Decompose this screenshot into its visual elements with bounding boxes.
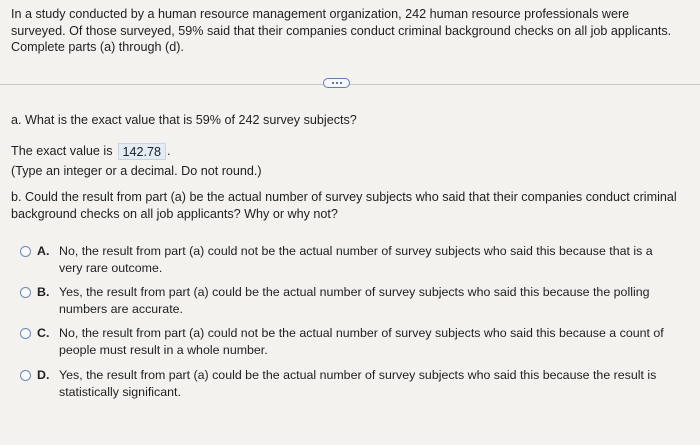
option-letter: A. (37, 244, 50, 258)
problem-line: surveyed. Of those surveyed, 59% said that their companies conduct criminal background checks on all job applicants. (11, 23, 672, 38)
option-letter: B. (37, 285, 50, 299)
radio-button-c[interactable] (20, 328, 31, 339)
option-d[interactable] (20, 367, 692, 400)
problem-statement (11, 6, 691, 56)
more-ellipsis-button[interactable] (323, 78, 350, 88)
option-line: No, the result from part (a) could not be the actual number of survey subjects who said this because a count of (59, 326, 664, 340)
option-b[interactable] (20, 284, 692, 317)
option-text (59, 325, 674, 358)
option-line: statistically significant. (59, 384, 181, 399)
option-text (59, 284, 674, 317)
option-line: Yes, the result from part (a) could be the actual number of survey subjects who said this because the polling (59, 285, 650, 299)
option-text (59, 367, 674, 400)
divider-line (0, 84, 700, 85)
problem-line: Complete parts (a) through (d). (11, 40, 184, 54)
option-line: numbers are accurate. (59, 301, 183, 316)
problem-line: In a study conducted by a human resource management organization, 242 human resource professionals were (11, 7, 630, 21)
answer-hint: (Type an integer or a decimal. Do not round.) (11, 164, 262, 178)
option-letter: D. (37, 368, 50, 382)
option-line: Yes, the result from part (a) could be the actual number of survey subjects who said this because the result is (59, 368, 657, 382)
part-a-question: a. What is the exact value that is 59% of 242 survey subjects? (11, 113, 357, 127)
radio-button-d[interactable] (20, 370, 31, 381)
section-divider (0, 77, 700, 91)
answer-suffix: . (167, 144, 171, 159)
ellipsis-icon (332, 82, 334, 84)
option-c[interactable] (20, 325, 692, 358)
radio-button-a[interactable] (20, 246, 31, 257)
part-a-answer-row (11, 143, 171, 160)
option-letter: C. (37, 326, 50, 340)
option-a[interactable] (20, 243, 692, 276)
part-b-question (11, 189, 693, 222)
radio-button-b[interactable] (20, 287, 31, 298)
question-line: background checks on all job applicants? Why or why not? (11, 206, 338, 221)
option-text (59, 243, 674, 276)
ellipsis-icon (336, 82, 338, 84)
option-line: No, the result from part (a) could not be the actual number of survey subjects who said this because that is a (59, 244, 653, 258)
question-line: b. Could the result from part (a) be the actual number of survey subjects who said that their companies conduct criminal (11, 190, 677, 204)
answer-input[interactable]: 142.78 (118, 143, 167, 160)
ellipsis-icon (340, 82, 342, 84)
answer-prefix: The exact value is (11, 144, 113, 159)
option-line: people must result in a whole number. (59, 342, 268, 357)
option-line: very rare outcome. (59, 260, 163, 275)
